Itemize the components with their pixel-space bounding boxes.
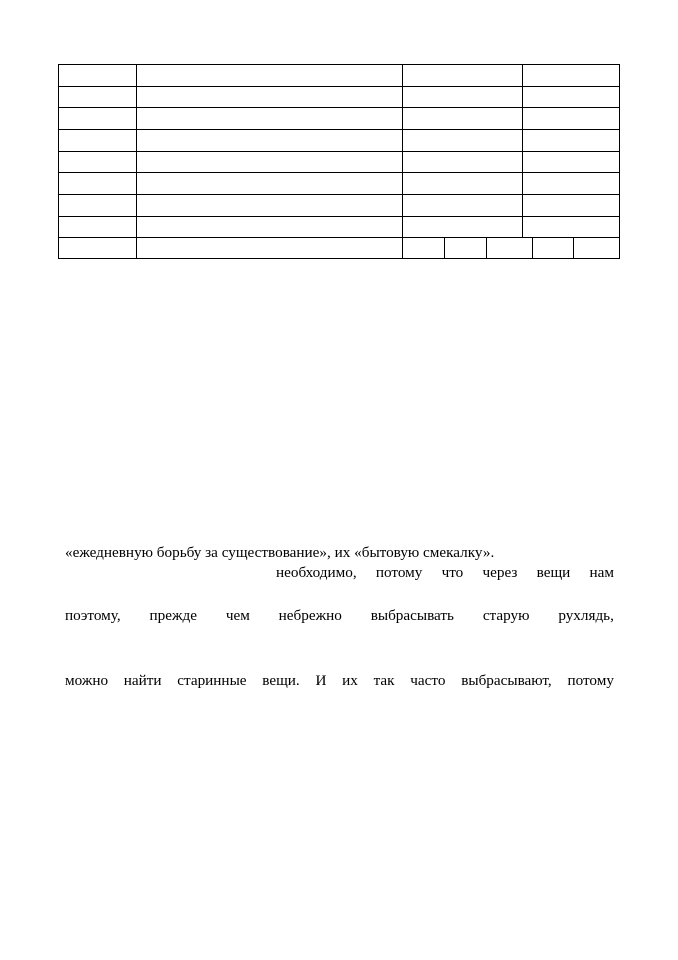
word: что: [441, 564, 464, 581]
table-rule: [522, 64, 523, 238]
word: вещи: [536, 564, 571, 581]
table-rule: [136, 64, 137, 259]
table-rule: [58, 107, 620, 108]
text-line-3: [65, 607, 614, 625]
word: необходимо,: [276, 564, 357, 581]
empty-grid-table: [58, 64, 620, 259]
word: потому: [375, 564, 423, 581]
word: нам: [589, 564, 614, 581]
word: прежде: [149, 607, 197, 624]
table-rule: [58, 194, 620, 195]
table-rule: [58, 64, 59, 259]
word: найти: [123, 672, 162, 689]
word: рухлядь,: [558, 607, 614, 624]
table-rule: [58, 237, 620, 238]
word: потому: [567, 672, 614, 689]
table-rule: [532, 237, 533, 259]
word: поэтому,: [65, 607, 121, 624]
word: старую: [482, 607, 530, 624]
text-line-1: «ежедневную борьбу за существование», их «бытовую смекалку».: [65, 544, 495, 561]
table-rule: [58, 86, 620, 87]
word: И: [315, 672, 327, 689]
table-rule: [58, 129, 620, 130]
table-rule: [402, 64, 403, 259]
word: их: [342, 672, 358, 689]
word: чем: [225, 607, 250, 624]
word: часто: [410, 672, 446, 689]
word: старинные: [177, 672, 247, 689]
text-line-2: [276, 564, 614, 582]
word: через: [482, 564, 518, 581]
table-rule: [58, 172, 620, 173]
table-rule: [58, 258, 620, 259]
table-rule: [619, 64, 620, 259]
word: выбрасывают,: [461, 672, 552, 689]
text-line-4: [65, 672, 614, 690]
word: вещи.: [262, 672, 300, 689]
word: небрежно: [278, 607, 342, 624]
table-rule: [444, 237, 445, 259]
word: выбрасывать: [370, 607, 454, 624]
table-rule: [573, 237, 574, 259]
word: можно: [65, 672, 109, 689]
word: так: [373, 672, 395, 689]
table-rule: [58, 216, 620, 217]
table-rule: [486, 237, 487, 259]
table-rule: [58, 64, 620, 65]
table-rule: [58, 151, 620, 152]
